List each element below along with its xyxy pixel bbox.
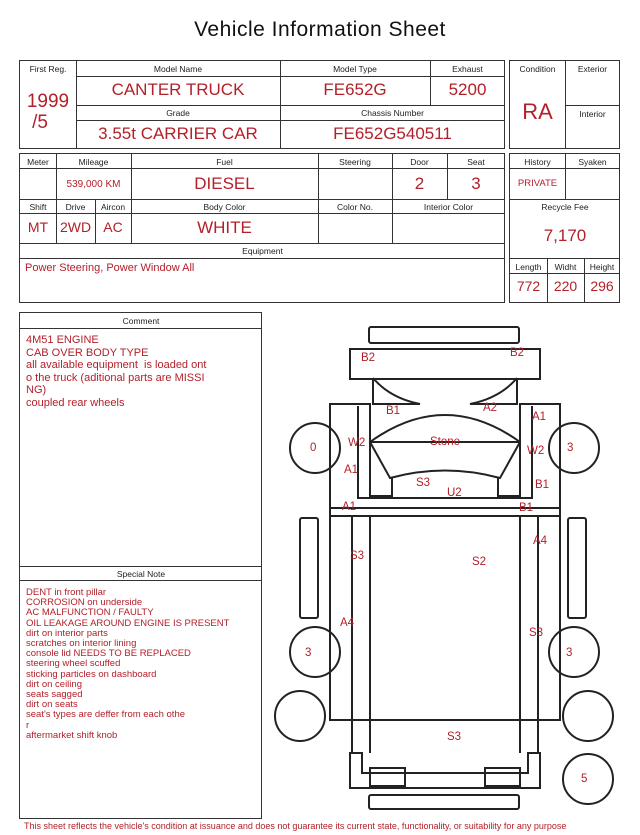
- body-outline: [330, 508, 560, 720]
- steering-label: Steering: [339, 157, 371, 167]
- special-note-text: [26, 588, 260, 741]
- comment-line: NG): [26, 384, 47, 396]
- right-door: [498, 442, 520, 496]
- mark-b2-left: B2: [361, 352, 376, 364]
- equipment-value: Power Steering, Power Window All: [25, 262, 195, 274]
- special-note-line: r: [26, 719, 30, 731]
- mark-u2-roof: U2: [447, 487, 462, 499]
- seat-label: Seat: [467, 157, 485, 167]
- mark-a1-right: A1: [532, 411, 547, 423]
- comment-line: all available equipment is loaded ont: [26, 359, 207, 371]
- special-note-line: dirt on interior parts: [26, 627, 108, 639]
- exhaust-label: Exhaust: [452, 64, 483, 74]
- model-name-value: CANTER TRUCK: [111, 80, 245, 99]
- first-reg-year: 1999: [26, 91, 70, 112]
- height-value: 296: [590, 278, 614, 294]
- left-hood-corner: [373, 378, 420, 404]
- rear-right-outer-tire: [563, 691, 613, 741]
- special-note-line: dirt on seats: [26, 699, 78, 711]
- special-note-line: DENT in front pillar: [26, 587, 107, 598]
- comment-text: [26, 334, 260, 409]
- rear-left-tire: [290, 627, 340, 677]
- disclaimer-footer: This sheet reflects the vehicle's condition at issuance and does not guarantee its current state, functionality, or suitability for any purpose: [24, 821, 567, 831]
- drive-label: Drive: [65, 202, 86, 212]
- history-value: PRIVATE: [517, 178, 558, 189]
- mark-tire-rear-left: 3: [305, 647, 312, 659]
- front-bumper-top: [369, 327, 519, 343]
- mark-a1-cab-bottom: A1: [342, 501, 357, 513]
- recycle-fee-value: 7,170: [543, 226, 587, 245]
- history-block: [509, 153, 620, 303]
- mark-s3-right-lower: S3: [529, 627, 544, 639]
- mark-b1-right: B1: [535, 479, 550, 491]
- special-note-line: console lid NEEDS TO BE REPLACED: [26, 648, 191, 660]
- first-reg-month: /5: [32, 112, 48, 133]
- interior-label: Interior: [579, 109, 606, 119]
- fuel-label: Fuel: [216, 157, 233, 167]
- cab-outline: [330, 404, 560, 508]
- model-type-value: FE652G: [323, 80, 387, 99]
- mark-tire-front-left: 0: [310, 442, 317, 454]
- special-note-line: CORROSION on underside: [26, 597, 143, 609]
- width-value: 220: [553, 278, 578, 294]
- mark-a2-windshield: A2: [483, 402, 498, 414]
- rear-left-outer-tire: [275, 691, 325, 741]
- shift-label: Shift: [29, 202, 47, 212]
- grade-label: Grade: [166, 108, 190, 118]
- special-note-line: dirt on ceiling: [26, 678, 82, 690]
- comment-line: CAB OVER BODY TYPE: [26, 346, 149, 359]
- special-note-line: seat's types are deffer from each othe: [26, 709, 186, 721]
- right-hood-corner: [470, 378, 517, 404]
- comment-line: o the truck (aditional parts are MISSI: [26, 371, 205, 384]
- mark-a1-left: A1: [344, 464, 359, 476]
- door-value: 2: [414, 174, 425, 193]
- page-title: Vehicle Information Sheet: [194, 18, 446, 41]
- damage-diagram: [270, 318, 630, 823]
- recycle-fee-label: Recycle Fee: [541, 202, 589, 212]
- drive-value: 2WD: [59, 219, 92, 235]
- left-door: [370, 442, 392, 496]
- mark-stone: Stone: [430, 436, 461, 448]
- cab-inner: [358, 406, 532, 498]
- mark-b1-windshield: B1: [386, 405, 401, 417]
- mark-s3-left-upper: S3: [350, 550, 365, 562]
- mark-b1-cab-bottom: B1: [519, 502, 534, 514]
- equipment-label: Equipment: [242, 246, 283, 256]
- mark-a4-left-lower: A4: [340, 617, 355, 629]
- mark-tire-rear-right: 3: [566, 647, 573, 659]
- mark-w2-left: W2: [348, 437, 366, 449]
- chassis-number-value: FE652G540511: [333, 124, 452, 143]
- height-label: Height: [589, 262, 615, 272]
- comment-label: Comment: [122, 316, 160, 326]
- rear-light-right: [485, 768, 520, 786]
- front-right-tire: [549, 423, 599, 473]
- aircon-value: AC: [103, 219, 123, 235]
- interior-color-label: Interior Color: [423, 202, 474, 212]
- special-note-line: OIL LEAKAGE AROUND ENGINE IS PRESENT: [26, 617, 230, 629]
- syaken-label: Syaken: [578, 157, 607, 167]
- rear-right-tire: [549, 627, 599, 677]
- history-label: History: [524, 157, 551, 167]
- special-note-line: seats sagged: [26, 689, 83, 701]
- shift-value: MT: [27, 219, 49, 235]
- body-color-label: Body Color: [203, 202, 246, 212]
- comment-line: 4M51 ENGINE: [26, 334, 99, 346]
- spec-block: [19, 153, 505, 303]
- mark-s2-body: S2: [472, 556, 487, 568]
- special-note-line: aftermarket shift knob: [26, 729, 118, 741]
- rear-bumper: [350, 753, 540, 788]
- exterior-label: Exterior: [577, 64, 608, 74]
- mark-s3-rear: S3: [447, 731, 462, 743]
- right-side-guard: [568, 518, 586, 618]
- mark-spare-tire: 5: [581, 773, 588, 785]
- chassis-number-label: Chassis Number: [361, 108, 424, 118]
- spare-tire: [563, 754, 613, 804]
- special-note-line: steering wheel scuffed: [26, 658, 121, 670]
- mark-tire-front-right: 3: [567, 442, 574, 454]
- condition-block: [509, 60, 620, 149]
- width-label: Widht: [554, 262, 577, 272]
- rear-bumper-bottom: [369, 795, 519, 809]
- grade-value: 3.55t CARRIER CAR: [98, 124, 258, 143]
- mark-w2-right: W2: [527, 445, 545, 457]
- seat-value: 3: [471, 174, 481, 193]
- length-label: Length: [515, 262, 542, 272]
- rear-light-left: [370, 768, 405, 786]
- mark-s3-cab: S3: [416, 477, 431, 489]
- first-reg-label: First Reg.: [29, 64, 67, 74]
- condition-value: RA: [522, 99, 553, 124]
- model-name-label: Model Name: [153, 64, 203, 74]
- fuel-value: DIESEL: [194, 174, 255, 193]
- length-value: 772: [516, 278, 541, 294]
- color-no-label: Color No.: [337, 202, 373, 212]
- left-side-guard: [300, 518, 318, 618]
- meter-label: Meter: [27, 157, 49, 167]
- body-color-value: WHITE: [197, 218, 252, 237]
- vehicle-info-block: [19, 60, 505, 149]
- exhaust-value: 5200: [448, 80, 487, 99]
- aircon-label: Aircon: [100, 202, 126, 212]
- comment-line: coupled rear wheels: [26, 396, 125, 409]
- special-note-line: scratches on interior lining: [26, 638, 137, 650]
- comment-panel: [19, 312, 262, 819]
- mileage-value: 539,000 KM: [66, 179, 121, 190]
- model-type-label: Model Type: [333, 64, 377, 74]
- special-note-label: Special Note: [116, 569, 166, 579]
- mileage-label: Mileage: [78, 157, 109, 167]
- door-label: Door: [410, 157, 429, 167]
- mark-b2-right: B2: [510, 347, 525, 359]
- mark-a4-right: A4: [533, 535, 548, 547]
- special-note-line: sticking particles on dashboard: [26, 668, 157, 680]
- condition-label: Condition: [519, 64, 556, 74]
- special-note-line: AC MALFUNCTION / FAULTY: [26, 607, 154, 619]
